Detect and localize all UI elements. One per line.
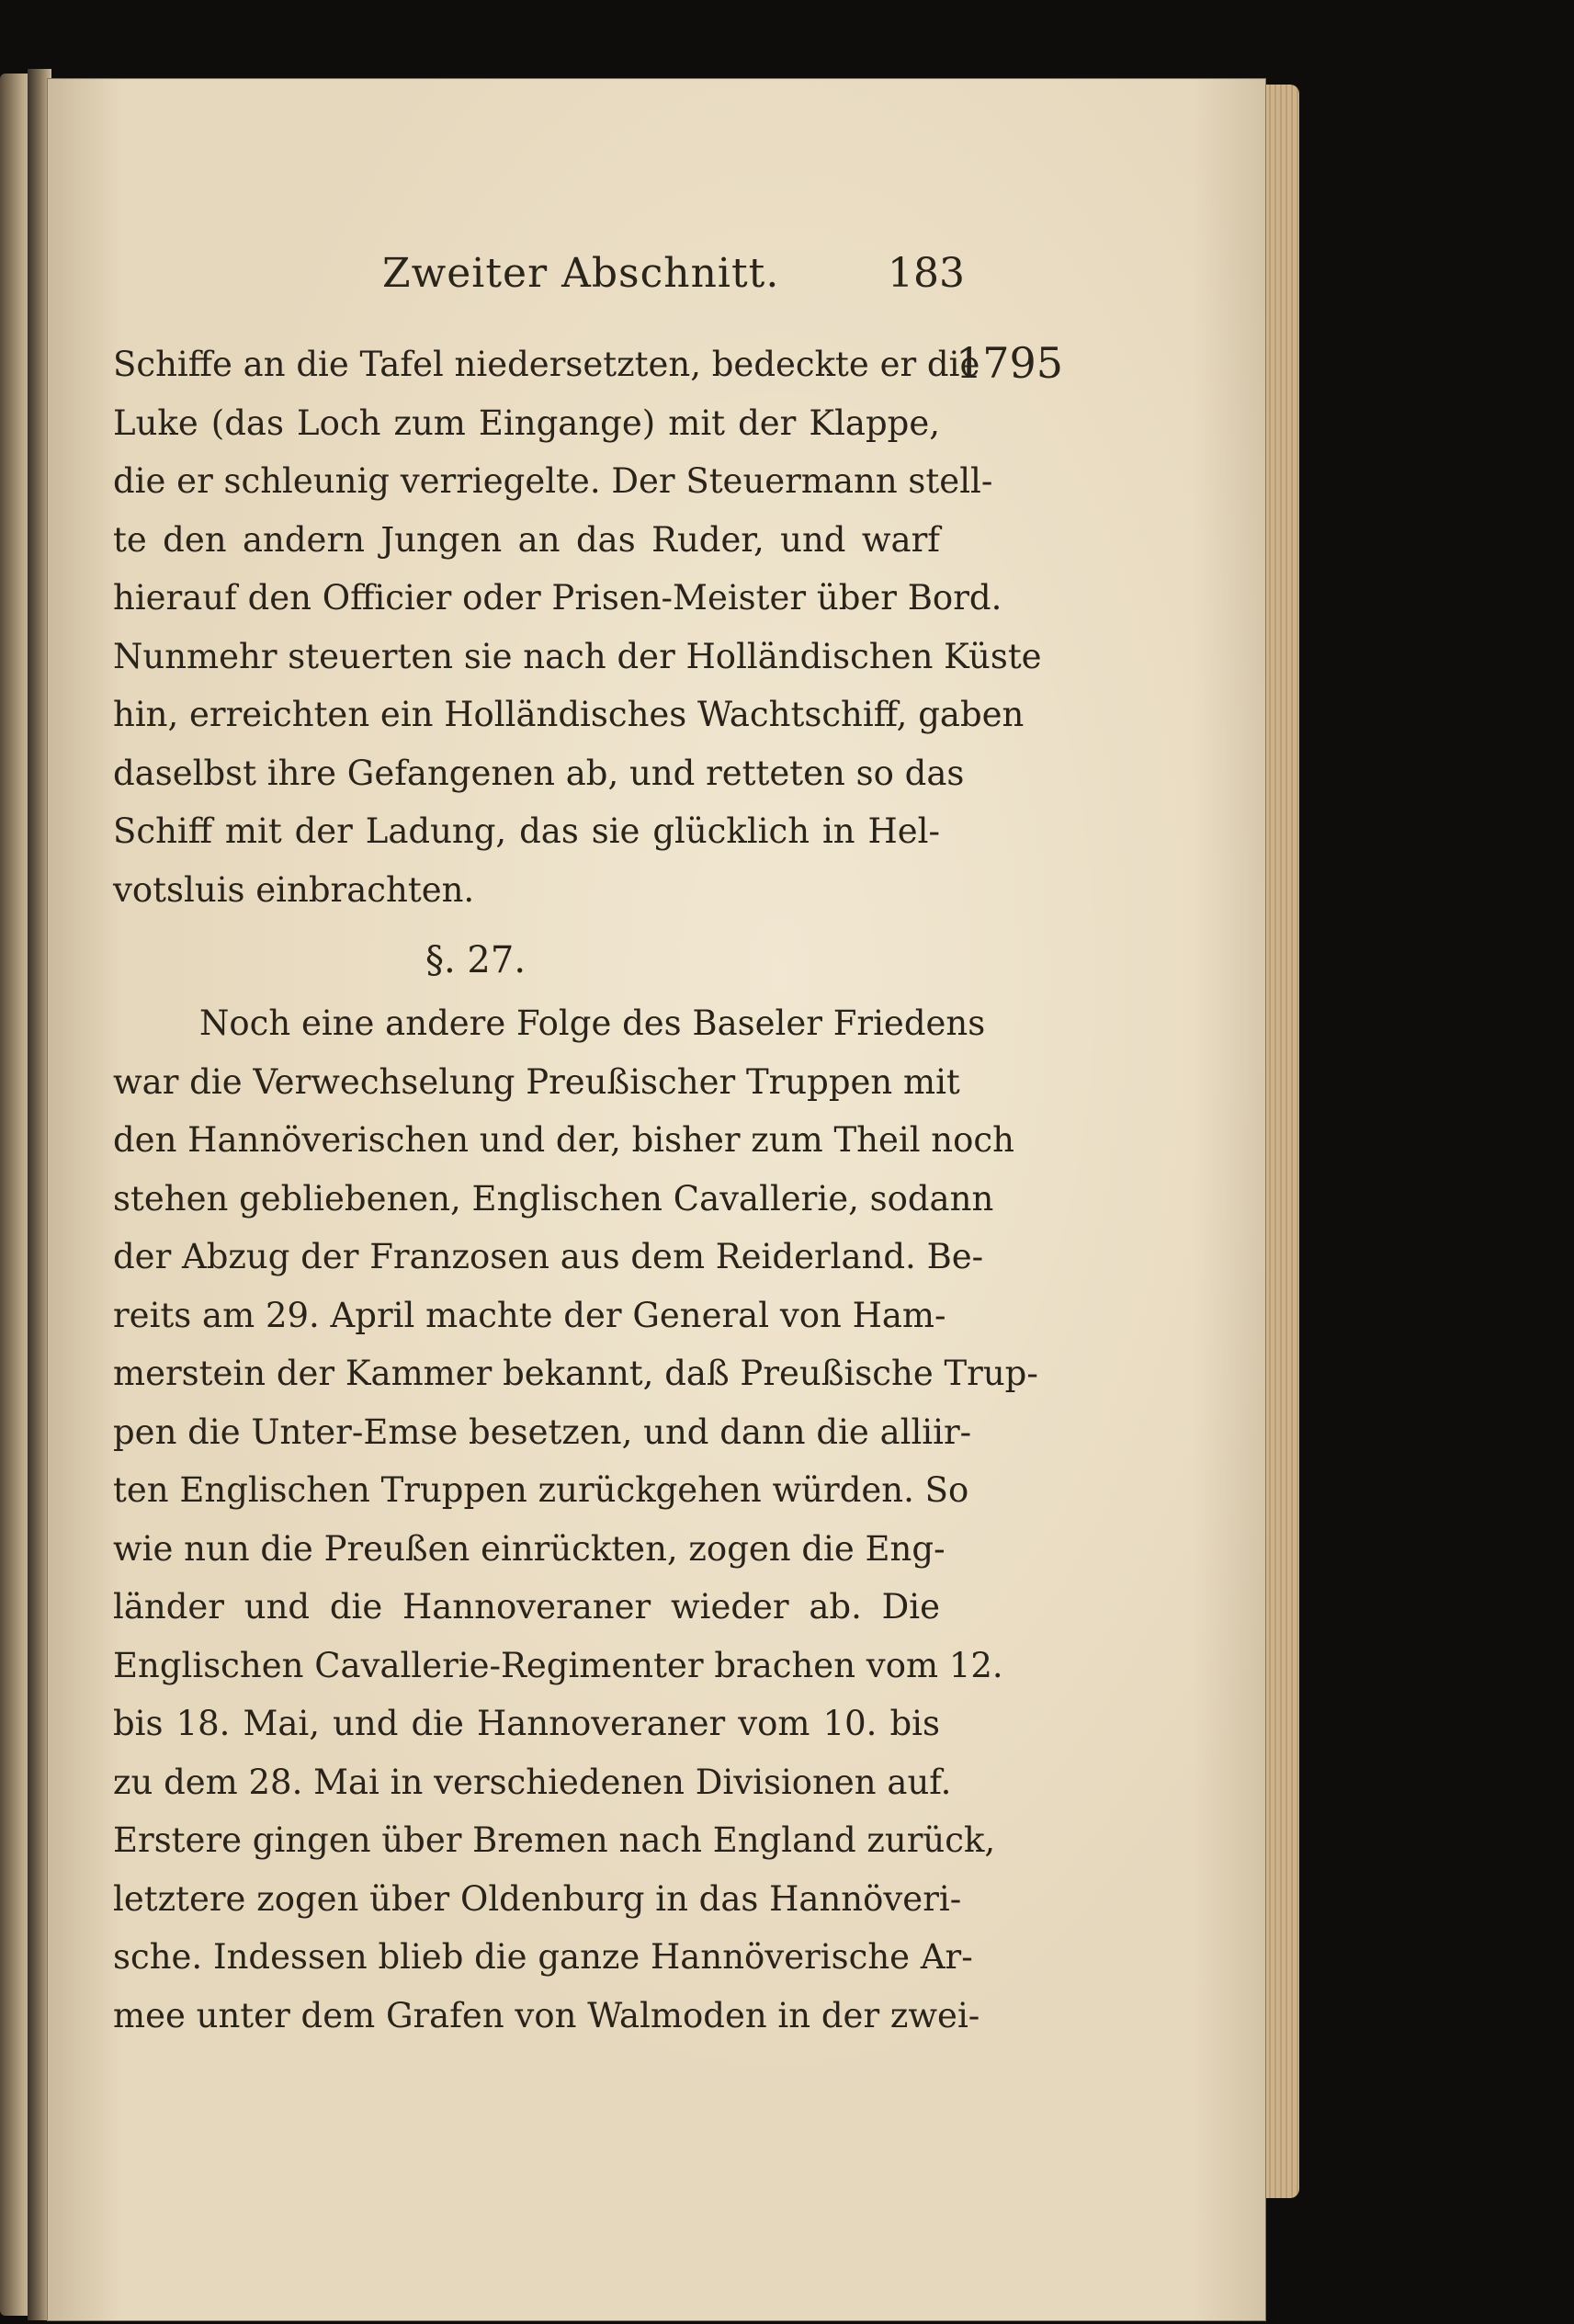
text-line: der Abzug der Franzosen aus dem Reiderland. Be- [113,1237,984,1276]
text-line: die er schleunig verriegelte. Der Steuermann stell- [113,461,993,501]
text-line: bis 18. Mai, und die Hannoveraner vom 10. bis [113,1704,940,1743]
text-line: stehen gebliebenen, Englischen Cavallerie, sodann [113,1178,994,1219]
text-line: Schiff mit der Ladung, das sie glücklich in Hel- [113,811,940,851]
text-line: letztere zogen über Oldenburg in das Hannöveri- [113,1878,962,1919]
paragraph-2 [113,994,1038,2045]
section-heading: §. 27. [425,939,527,981]
running-head: Zweiter Abschnitt. [382,250,780,297]
text-line: war die Verwechselung Preußischer Truppen mit [113,1061,960,1102]
text-line: Erstere gingen über Bremen nach England zurück, [113,1820,996,1860]
text-line: pen die Unter-Emse besetzen, und dann die alliir- [113,1411,972,1452]
text-line: Luke (das Loch zum Eingange) mit der Klappe, [113,402,940,443]
text-line: hin, erreichten ein Holländisches Wachtschiff, gaben [113,695,1025,734]
text-line: ten Englischen Truppen zurückgehen würden. So [113,1470,969,1510]
text-line: mee unter dem Grafen von Walmoden in der zwei- [113,1995,980,2035]
text-line: Schiffe an die Tafel niedersetzten, bedeckte er die [113,345,980,384]
text-line: merstein der Kammer bekannt, daß Preußische Trup- [113,1354,1038,1393]
text-line: länder und die Hannoveraner wieder ab. Die [113,1587,940,1627]
text-line: Nunmehr steuerten sie nach der Holländischen Küste [113,636,1042,676]
margin-year-note: 1795 [956,338,1064,388]
text-line: den Hannöverischen und der, bisher zum Theil noch [113,1120,1014,1160]
text-line: te den andern Jungen an das Ruder, und warf [113,519,940,560]
text-line: Englischen Cavallerie-Regimenter brachen vom 12. [113,1645,1003,1685]
page-fore-edge [1261,85,1299,2198]
text-line: Noch eine andere Folge des Baseler Friedens [199,1003,986,1043]
text-line: sche. Indessen blieb die ganze Hannöverische Ar- [113,1937,973,1977]
page-number: 183 [888,250,965,297]
text-line: wie nun die Preußen einrückten, zogen die Eng- [113,1528,946,1569]
text-line: reits am 29. April machte der General von Ham- [113,1295,946,1335]
text-line: zu dem 28. Mai in verschiedenen Divisionen auf. [113,1762,952,1802]
text-line: daselbst ihre Gefangenen ab, und retteten so das [113,753,965,793]
text-line: votsluis einbrachten. [113,869,475,910]
page-header [110,250,965,307]
text-line: hierauf den Officier oder Prisen-Meister über Bord. [113,578,1002,618]
